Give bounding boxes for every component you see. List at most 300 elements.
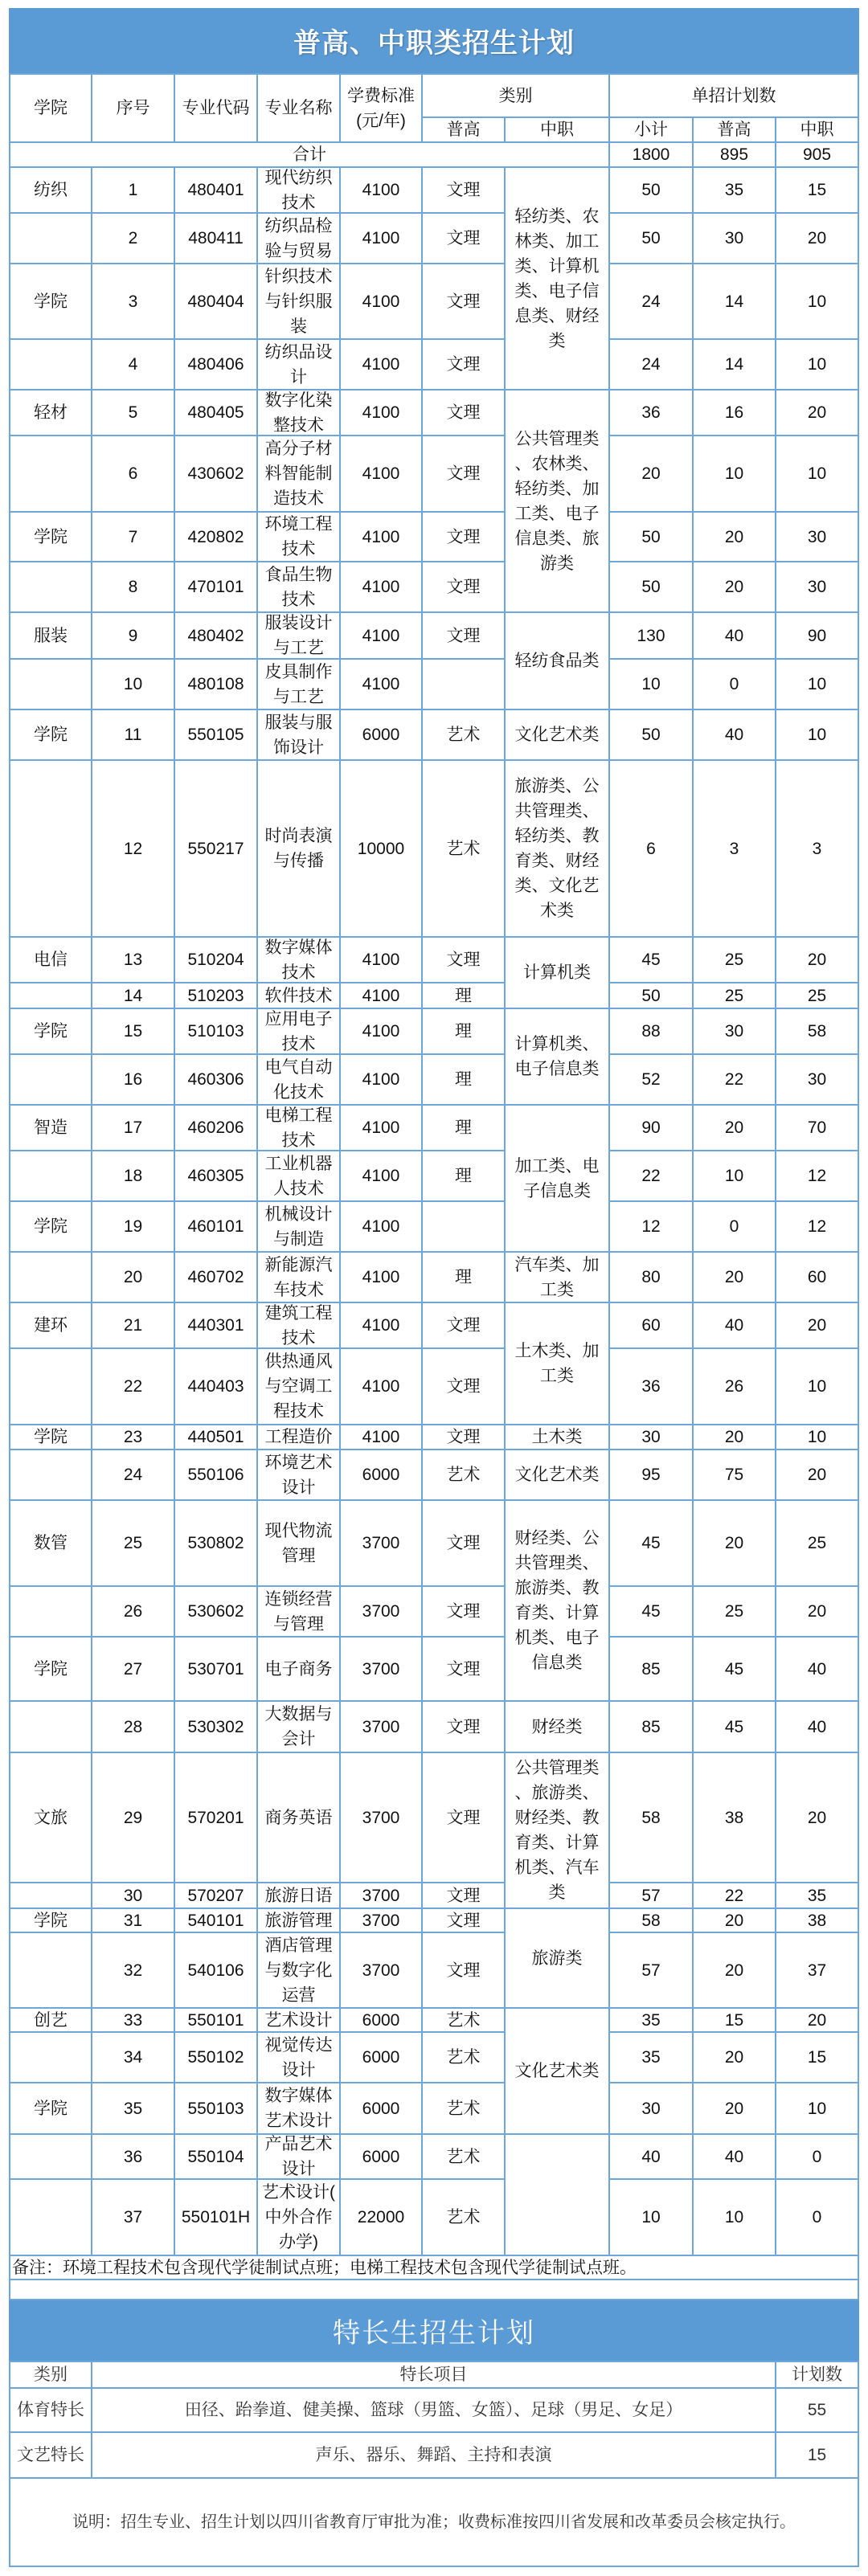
quota-vocational-cell (776, 1909, 859, 1933)
vocational-category-text: 轻纺类、农林类、加工类、计算机类、电子信息类、财经类 (514, 206, 600, 350)
seq-cell (92, 1883, 175, 1909)
seq-text: 34 (123, 2048, 143, 2067)
quota-subtotal-text: 45 (641, 951, 661, 969)
fee-text: 4100 (362, 292, 400, 311)
major-code-text: 480411 (188, 229, 244, 247)
quota-vocational-cell (776, 1303, 859, 1349)
quota-general-text: 0 (729, 675, 739, 693)
fee-text: 4100 (362, 626, 400, 645)
seq-cell (92, 1909, 175, 1933)
quota-vocational-cell (776, 1753, 859, 1883)
quota-vocational-cell (776, 1253, 859, 1303)
general-category-cell (423, 1202, 506, 1253)
major-name-text: 现代纺织技术 (264, 168, 333, 212)
general-category-cell (423, 2083, 506, 2135)
quota-vocational-cell (776, 264, 859, 340)
major-name-cell (258, 2033, 341, 2083)
quota-subtotal-cell (610, 2083, 694, 2135)
header-seq-label: 序号 (116, 99, 150, 117)
quota-vocational-cell (776, 613, 859, 660)
quota-vocational-text: 15 (807, 2048, 827, 2067)
major-code-cell (175, 2009, 258, 2033)
quota-general-cell (694, 1253, 776, 1303)
quota-subtotal-text: 36 (641, 1377, 661, 1396)
header-category-vocational-label: 中职 (540, 121, 574, 139)
seq-cell (92, 264, 175, 340)
general-category-text: 文理 (446, 1602, 481, 1621)
major-code-cell (175, 1202, 258, 1253)
fee-cell (341, 436, 423, 513)
major-code-text: 480401 (187, 181, 244, 199)
fee-text: 4100 (362, 1268, 400, 1286)
fee-text: 4100 (362, 1070, 400, 1089)
fee-cell (341, 1883, 423, 1909)
general-category-cell (423, 1909, 506, 1933)
college-cell (10, 390, 92, 436)
general-category-text: 文理 (446, 403, 481, 422)
general-category-cell (423, 168, 506, 214)
major-name-text: 商务英语 (264, 1808, 333, 1827)
fee-cell (341, 390, 423, 436)
quota-subtotal-cell (610, 1202, 694, 1253)
fee-text: 10000 (357, 839, 405, 858)
quota-general-text: 20 (724, 1118, 744, 1137)
specialty-title-bar (9, 2300, 859, 2362)
seq-cell (92, 2033, 175, 2083)
fee-cell (341, 2083, 423, 2135)
header-college-label: 学院 (34, 99, 68, 117)
major-code-cell (175, 214, 258, 264)
major-name-cell (258, 1151, 341, 1202)
seq-cell (92, 761, 175, 938)
college-text: 智造 (34, 1118, 68, 1137)
seq-cell (92, 1009, 175, 1055)
quota-vocational-cell (776, 710, 859, 761)
college-text: 学院 (34, 1217, 68, 1236)
major-name-cell (258, 1883, 341, 1909)
total-subtotal: 1800 (632, 145, 670, 164)
seq-text: 17 (123, 1118, 143, 1137)
vocational-category-text: 文化艺术类 (514, 726, 600, 744)
quota-general-cell (694, 1106, 776, 1151)
quota-general-text: 3 (729, 839, 739, 858)
vocational-category-text: 土木类 (531, 1428, 583, 1446)
header-major-name-label: 专业名称 (264, 99, 333, 117)
college-cell (10, 2135, 92, 2180)
quota-vocational-text: 0 (812, 2147, 822, 2166)
seq-cell (92, 2180, 175, 2256)
fee-cell (341, 168, 423, 214)
vocational-category-cell (506, 1501, 610, 1702)
major-code-cell (175, 761, 258, 938)
seq-cell (92, 1450, 175, 1501)
general-category-text: 文理 (446, 1316, 481, 1335)
major-code-text: 530302 (187, 1717, 244, 1736)
major-name-cell (258, 1055, 341, 1106)
seq-text: 36 (123, 2147, 143, 2166)
header-quota-general (694, 118, 776, 143)
fee-cell (341, 1501, 423, 1587)
college-cell (10, 1883, 92, 1909)
note-text: 备注：环境工程技术包含现代学徒制试点班；电梯工程技术包含现代学徒制试点班。 (12, 2258, 637, 2277)
fee-text: 4100 (362, 1377, 400, 1396)
quota-vocational-cell (776, 390, 859, 436)
major-code-text: 510204 (187, 951, 244, 969)
quota-general-text: 20 (724, 1428, 744, 1446)
quota-general-text: 15 (724, 2010, 744, 2030)
seq-text: 15 (123, 1022, 143, 1041)
fee-text: 4100 (362, 1118, 400, 1137)
seq-cell (92, 2009, 175, 2033)
fee-text: 3700 (362, 1534, 400, 1552)
major-code-text: 550217 (187, 839, 244, 858)
major-name-text: 电气自动化技术 (264, 1057, 333, 1102)
quota-subtotal-cell (610, 1349, 694, 1425)
general-category-text: 文理 (446, 1886, 481, 1905)
college-cell (10, 1303, 92, 1349)
specialty-count-text: 15 (807, 2446, 827, 2464)
vocational-category-cell (506, 1106, 610, 1253)
seq-cell (92, 340, 175, 390)
fee-cell (341, 613, 423, 660)
header-quota-label: 单招计划数 (691, 86, 776, 105)
specialty-row-sports-category (10, 2389, 92, 2433)
major-name-text: 现代物流管理 (264, 1521, 333, 1565)
quota-subtotal-text: 50 (641, 527, 661, 546)
header-major-code (175, 75, 258, 143)
fee-cell (341, 1702, 423, 1753)
quota-subtotal-text: 88 (641, 1022, 661, 1041)
college-cell (10, 660, 92, 710)
major-name-text: 旅游管理 (264, 1911, 333, 1930)
quota-subtotal-text: 85 (641, 1659, 661, 1678)
quota-general-text: 20 (724, 2099, 744, 2118)
seq-text: 11 (124, 726, 142, 744)
quota-vocational-text: 10 (807, 355, 827, 374)
fee-text: 4100 (362, 527, 400, 546)
quota-vocational-cell (776, 1450, 859, 1501)
quota-subtotal-cell (610, 168, 694, 214)
college-cell (10, 710, 92, 761)
fee-text: 3700 (362, 1602, 400, 1621)
fee-text: 4100 (362, 1217, 400, 1236)
quota-general-cell (694, 613, 776, 660)
college-cell (10, 1055, 92, 1106)
quota-vocational-cell (776, 562, 859, 613)
major-code-cell (175, 562, 258, 613)
fee-cell (341, 1587, 423, 1638)
fee-cell (341, 1753, 423, 1883)
vocational-category-text: 财经类 (531, 1717, 583, 1736)
quota-subtotal-cell (610, 1009, 694, 1055)
general-category-cell (423, 340, 506, 390)
general-category-cell (423, 761, 506, 938)
quota-vocational-text: 37 (807, 1961, 827, 1980)
general-category-text: 文理 (446, 1911, 481, 1930)
seq-text: 22 (123, 1377, 143, 1396)
general-category-cell (423, 1055, 506, 1106)
plan-table (9, 75, 859, 2300)
specialty-category-text: 体育特长 (17, 2401, 84, 2419)
general-category-text: 文理 (446, 626, 481, 645)
specialty-category-text: 文艺特长 (17, 2446, 84, 2464)
seq-cell (92, 983, 175, 1009)
header-quota-subtotal (610, 118, 694, 143)
quota-general-cell (694, 436, 776, 513)
quota-general-text: 20 (724, 2048, 744, 2067)
college-text: 建环 (34, 1316, 68, 1335)
major-code-text: 570207 (187, 1886, 244, 1905)
college-text: 数管 (34, 1534, 68, 1552)
quota-general-cell (694, 761, 776, 938)
general-category-text: 理 (455, 986, 472, 1005)
major-name-cell (258, 761, 341, 938)
total-subtotal-cell (610, 143, 694, 168)
major-name-cell (258, 264, 341, 340)
quota-subtotal-cell (610, 2180, 694, 2256)
quota-general-cell (694, 340, 776, 390)
seq-text: 21 (123, 1316, 143, 1335)
fee-text: 6000 (362, 2048, 400, 2067)
major-code-text: 480405 (187, 403, 244, 422)
quota-vocational-text: 20 (807, 1466, 827, 1484)
general-category-cell (423, 264, 506, 340)
quota-general-cell (694, 168, 776, 214)
college-cell (10, 983, 92, 1009)
general-category-text: 理 (455, 1167, 472, 1185)
major-name-text: 艺术设计(中外合作办学) (262, 2183, 335, 2251)
fee-cell (341, 264, 423, 340)
quota-general-cell (694, 710, 776, 761)
major-name-cell (258, 436, 341, 513)
major-code-text: 480404 (187, 292, 244, 311)
major-name-text: 服装与服饰设计 (264, 713, 333, 757)
quota-general-cell (694, 660, 776, 710)
general-category-text: 文理 (446, 229, 481, 247)
major-name-text: 机械设计与制造 (264, 1204, 333, 1249)
fee-cell (341, 1055, 423, 1106)
quota-vocational-text: 35 (807, 1886, 827, 1905)
college-cell (10, 2033, 92, 2083)
fee-text: 4100 (362, 229, 400, 247)
quota-subtotal-text: 40 (641, 2147, 661, 2166)
seq-text: 4 (128, 355, 138, 374)
general-category-text: 文理 (446, 1961, 481, 1980)
quota-vocational-text: 12 (807, 1217, 827, 1236)
vocational-category-cell (506, 1702, 610, 1753)
college-text: 创艺 (34, 2010, 68, 2030)
major-name-cell (258, 1587, 341, 1638)
vocational-category-cell (506, 1909, 610, 2009)
college-text: 纺织 (34, 181, 68, 199)
header-seq (92, 75, 175, 143)
general-category-text: 艺术 (446, 2208, 481, 2226)
quota-subtotal-text: 52 (641, 1070, 661, 1089)
major-name-text: 供热通风与空调工程技术 (264, 1352, 333, 1421)
vocational-category-text: 公共管理类、旅游类、财经类、教育类、计算机类、汽车类 (514, 1759, 600, 1902)
quota-general-text: 10 (724, 1167, 744, 1185)
major-code-text: 530701 (187, 1659, 244, 1678)
vocational-category-text: 汽车类、加工类 (514, 1255, 600, 1299)
seq-text: 27 (123, 1659, 143, 1678)
college-cell (10, 1253, 92, 1303)
general-category-cell (423, 1151, 506, 1202)
specialty-count-text: 55 (807, 2401, 827, 2419)
quota-vocational-text: 10 (807, 1428, 827, 1446)
college-cell (10, 1349, 92, 1425)
quota-vocational-text: 20 (807, 1316, 827, 1335)
quota-general-cell (694, 1909, 776, 1933)
quota-subtotal-text: 80 (641, 1268, 661, 1286)
seq-text: 2 (128, 229, 138, 247)
general-category-text: 文理 (446, 951, 481, 969)
quota-general-text: 25 (724, 986, 744, 1005)
major-name-cell (258, 1303, 341, 1349)
quota-general-cell (694, 1425, 776, 1450)
quota-subtotal-cell (610, 1909, 694, 1933)
general-category-text: 文理 (446, 1717, 481, 1736)
general-category-text: 文理 (446, 464, 481, 483)
major-name-cell (258, 938, 341, 983)
header-category (423, 75, 610, 118)
general-category-text: 艺术 (446, 2048, 481, 2067)
major-name-text: 食品生物技术 (264, 565, 333, 609)
vocational-category-text: 旅游类 (531, 1948, 583, 1968)
college-text: 学院 (34, 1022, 68, 1041)
major-name-text: 纺织品检验与贸易 (264, 216, 333, 260)
seq-cell (92, 1638, 175, 1702)
quota-subtotal-cell (610, 983, 694, 1009)
vocational-category-text: 文化艺术类 (514, 2062, 600, 2080)
major-name-cell (258, 1909, 341, 1933)
general-category-text: 理 (455, 1070, 472, 1089)
major-code-cell (175, 938, 258, 983)
seq-text: 14 (123, 986, 143, 1005)
major-name-text: 艺术设计 (264, 2010, 333, 2030)
quota-subtotal-text: 10 (641, 675, 661, 693)
general-category-cell (423, 390, 506, 436)
quota-subtotal-text: 50 (641, 578, 661, 596)
college-text: 轻材 (34, 403, 68, 422)
seq-text: 3 (128, 292, 138, 311)
college-cell (10, 1753, 92, 1883)
quota-vocational-cell (776, 1151, 859, 1202)
major-name-text: 工程造价 (264, 1428, 333, 1446)
college-cell (10, 2083, 92, 2135)
major-name-text: 产品艺术设计 (264, 2135, 333, 2178)
fee-text: 4100 (362, 951, 400, 969)
quota-general-cell (694, 938, 776, 983)
quota-general-cell (694, 390, 776, 436)
major-name-cell (258, 1450, 341, 1501)
major-name-cell (258, 1253, 341, 1303)
header-category-vocational (506, 118, 610, 143)
major-code-cell (175, 1253, 258, 1303)
quota-subtotal-cell (610, 1425, 694, 1450)
major-code-text: 530602 (187, 1602, 244, 1621)
quota-vocational-cell (776, 1702, 859, 1753)
total-vocational-cell (776, 143, 859, 168)
vocational-category-text: 计算机类、电子信息类 (514, 1035, 600, 1078)
major-code-text: 440301 (187, 1316, 244, 1335)
major-code-cell (175, 1151, 258, 1202)
general-category-cell (423, 1587, 506, 1638)
major-code-cell (175, 264, 258, 340)
seq-cell (92, 1425, 175, 1450)
quota-subtotal-cell (610, 513, 694, 562)
header-quota (610, 75, 859, 118)
general-category-text: 理 (455, 1268, 472, 1286)
quota-general-text: 26 (724, 1377, 744, 1396)
major-code-cell (175, 390, 258, 436)
major-name-cell (258, 340, 341, 390)
quota-subtotal-cell (610, 1501, 694, 1587)
major-name-text: 针织技术与针织服装 (264, 267, 333, 336)
college-cell (10, 938, 92, 983)
college-text: 学院 (34, 2099, 68, 2118)
quota-vocational-cell (776, 1933, 859, 2009)
quota-vocational-text: 20 (807, 1602, 827, 1621)
general-category-cell (423, 1349, 506, 1425)
quota-vocational-cell (776, 2009, 859, 2033)
quota-subtotal-cell (610, 390, 694, 436)
college-cell (10, 1933, 92, 2009)
quota-general-cell (694, 1638, 776, 1702)
fee-text: 3700 (362, 1911, 400, 1930)
quota-general-cell (694, 2033, 776, 2083)
general-category-cell (423, 1501, 506, 1587)
quota-general-cell (694, 1009, 776, 1055)
seq-text: 23 (123, 1428, 143, 1446)
quota-vocational-text: 20 (807, 403, 827, 422)
specialty-table (9, 2362, 859, 2567)
major-code-cell (175, 2135, 258, 2180)
quota-subtotal-cell (610, 1450, 694, 1501)
specialty-header-category-label: 类别 (34, 2365, 68, 2384)
quota-general-text: 16 (724, 403, 744, 422)
quota-vocational-cell (776, 1587, 859, 1638)
seq-cell (92, 1501, 175, 1587)
quota-subtotal-cell (610, 1253, 694, 1303)
major-name-cell (258, 513, 341, 562)
general-category-text: 艺术 (446, 2147, 481, 2166)
seq-cell (92, 1055, 175, 1106)
fee-cell (341, 710, 423, 761)
fee-cell (341, 1151, 423, 1202)
quota-vocational-cell (776, 938, 859, 983)
fee-text: 3700 (362, 1961, 400, 1980)
major-name-cell (258, 562, 341, 613)
quota-subtotal-text: 58 (641, 1808, 661, 1827)
general-category-text: 文理 (446, 1377, 481, 1396)
seq-text: 7 (128, 527, 138, 546)
seq-text: 13 (123, 951, 143, 969)
seq-text: 9 (128, 626, 138, 645)
college-cell (10, 2180, 92, 2256)
quota-general-text: 14 (724, 355, 744, 374)
college-cell (10, 1450, 92, 1501)
explanation-cell (10, 2479, 859, 2567)
general-category-text: 文理 (446, 1808, 481, 1827)
college-cell (10, 1909, 92, 1933)
quota-vocational-text: 20 (807, 951, 827, 969)
vocational-category-cell (506, 761, 610, 938)
major-code-cell (175, 1303, 258, 1349)
quota-vocational-cell (776, 1009, 859, 1055)
vocational-category-cell (506, 938, 610, 1009)
fee-cell (341, 1106, 423, 1151)
fee-text: 3700 (362, 1886, 400, 1905)
